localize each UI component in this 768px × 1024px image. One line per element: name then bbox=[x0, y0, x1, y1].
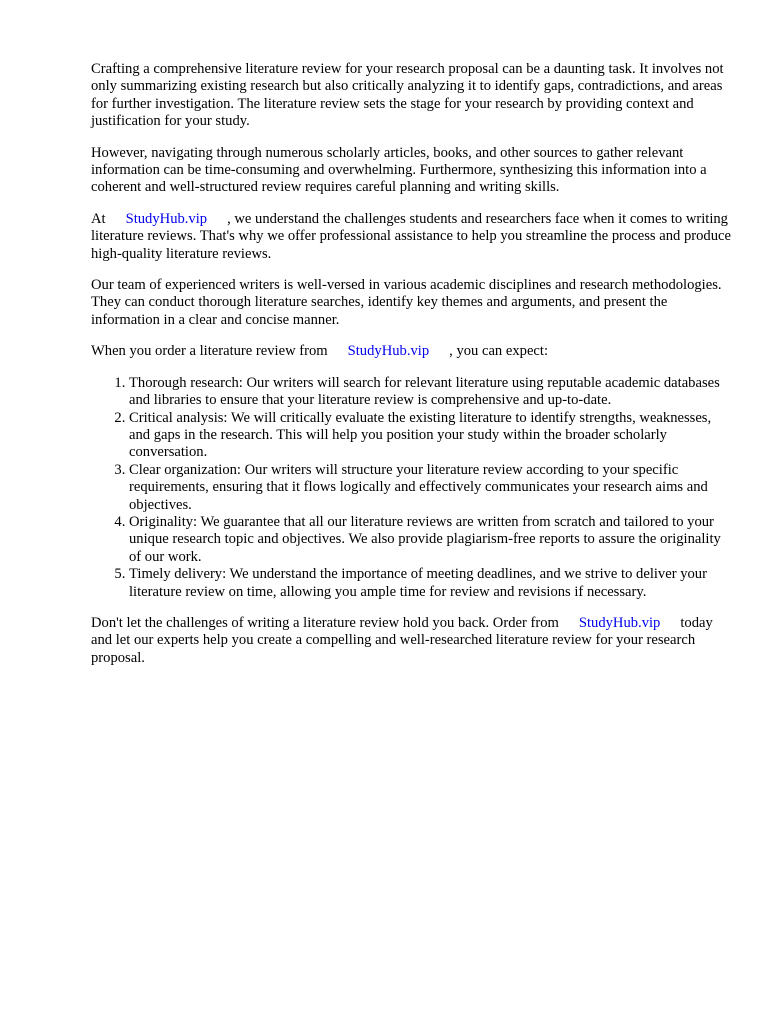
closing-text-before: Don't let the challenges of writing a literature review hold you back. Order from bbox=[91, 614, 559, 631]
list-item: 3. Clear organization: Our writers will structure your literature review according to your specific requirements, ensuring that it flows logically and effectively communicates your research aims and objectives. bbox=[129, 462, 731, 514]
challenges-paragraph: However, navigating through numerous scholarly articles, books, and other sources to gather relevant information can be time-consuming and overwhelming. Furthermore, synthesizing this information into a coherent and well-structured review requires careful planning and writing skills. bbox=[91, 144, 707, 196]
service-text-before: At bbox=[91, 210, 106, 227]
document-page bbox=[91, 61, 731, 681]
closing-paragraph bbox=[91, 615, 731, 667]
closing-text-after: today and let our experts help you create a compelling and well-researched literature review for your research proposal. bbox=[91, 614, 713, 666]
service-text-after: , we understand the challenges students and researchers face when it comes to writing literature reviews. That's why we offer professional assistance to help you streamline the process and produce high-quality literature reviews. bbox=[91, 210, 731, 262]
service-paragraph bbox=[91, 211, 731, 263]
intro-paragraph: Crafting a comprehensive literature review for your research proposal can be a daunting task. It involves not only summarizing existing research but also critically analyzing it to identify gaps, contradictions, and areas for further investigation. The literature review sets the stage for your research by providing context and justification for your study. bbox=[91, 61, 724, 130]
expect-text-before: When you order a literature review from bbox=[91, 343, 328, 360]
list-item: 2. Critical analysis: We will critically evaluate the existing literature to identify strengths, weaknesses, and gaps in the research. This will help you position your study within the broader scholarly conversation. bbox=[129, 410, 731, 462]
list-item: 5. Timely delivery: We understand the importance of meeting deadlines, and we strive to deliver your literature review on time, allowing you ample time for review and revisions if necessary. bbox=[129, 566, 731, 601]
benefits-list bbox=[91, 375, 731, 601]
expect-text-after: , you can expect: bbox=[449, 343, 549, 360]
studyhub-link[interactable]: StudyHub.vip bbox=[347, 343, 430, 360]
list-item: 4. Originality: We guarantee that all our literature reviews are written from scratch and tailored to your unique research topic and objectives. We also provide plagiarism-free reports to assure the originality of our work. bbox=[129, 514, 731, 566]
studyhub-link[interactable]: StudyHub.vip bbox=[578, 614, 661, 631]
studyhub-link[interactable]: StudyHub.vip bbox=[125, 210, 208, 227]
expect-paragraph bbox=[91, 343, 731, 360]
team-paragraph: Our team of experienced writers is well-versed in various academic disciplines and research methodologies. They can conduct thorough literature searches, identify key themes and arguments, and present the information in a clear and concise manner. bbox=[91, 277, 722, 328]
list-item: 1. Thorough research: Our writers will search for relevant literature using reputable academic databases and libraries to ensure that your literature review is comprehensive and up-to-date. bbox=[129, 375, 731, 410]
